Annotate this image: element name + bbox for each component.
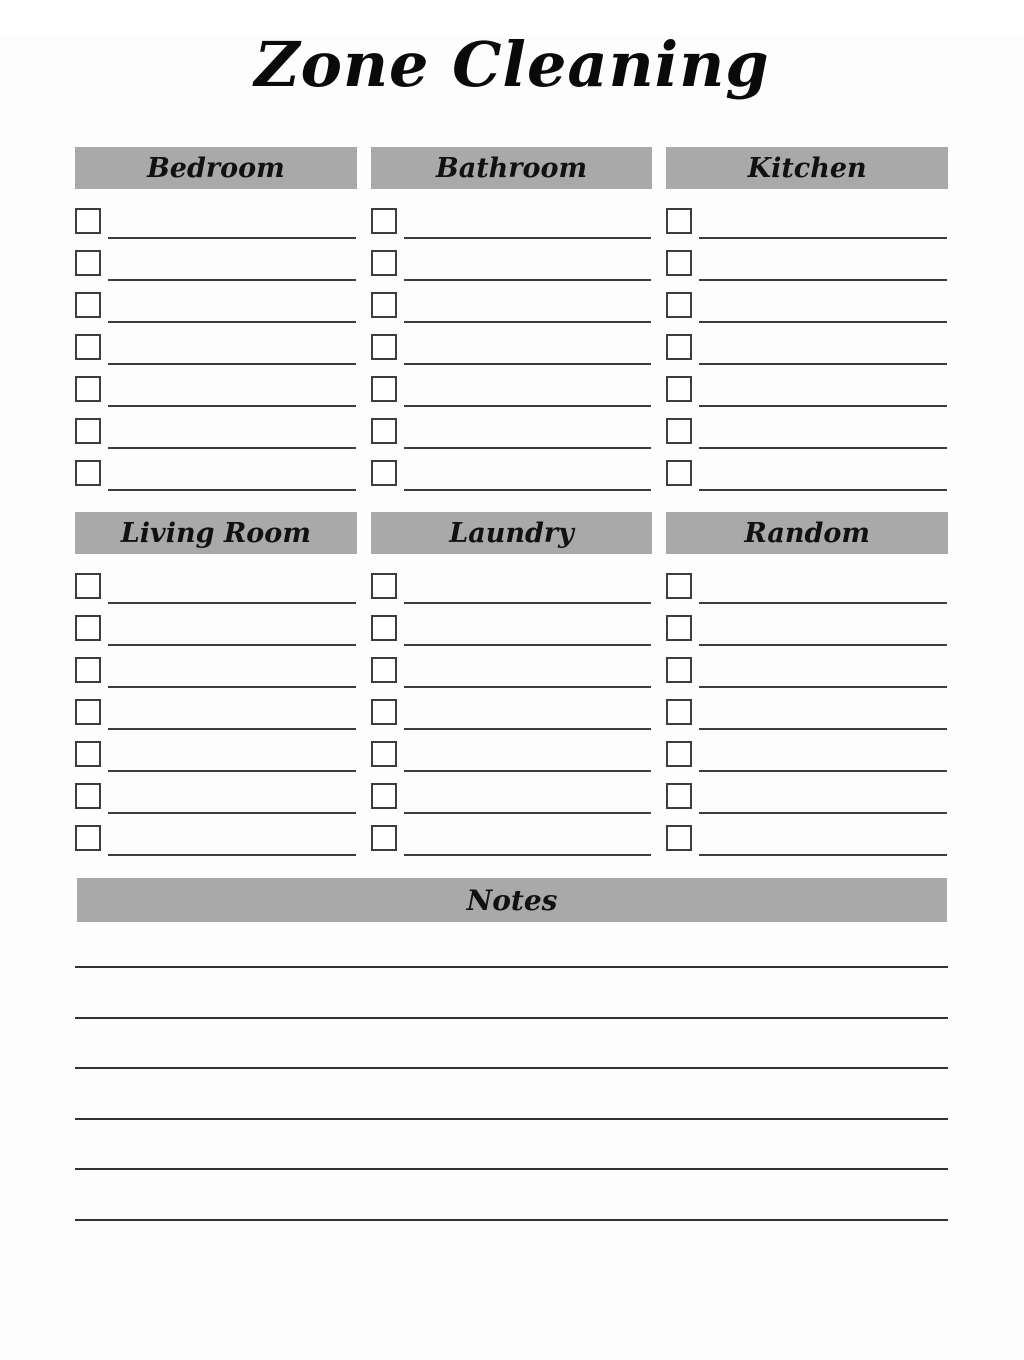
checklist-row: [75, 370, 357, 412]
task-write-line[interactable]: [108, 489, 356, 491]
task-checkbox[interactable]: [666, 741, 692, 767]
zone-header-random: [666, 512, 948, 554]
notes-write-line[interactable]: [75, 1019, 948, 1070]
checklist-row: [666, 412, 948, 454]
checklist-row: [75, 651, 357, 693]
task-write-line[interactable]: [699, 489, 947, 491]
task-checkbox[interactable]: [666, 615, 692, 641]
checklist-row: [666, 454, 948, 496]
task-checkbox[interactable]: [371, 615, 397, 641]
zone-section-laundry: [371, 512, 653, 861]
notes-header: [77, 878, 947, 922]
task-checkbox[interactable]: [371, 699, 397, 725]
checklist-row: [75, 454, 357, 496]
task-write-line[interactable]: [108, 644, 356, 646]
task-checkbox[interactable]: [371, 250, 397, 276]
task-write-line[interactable]: [108, 279, 356, 281]
checklist-row: [666, 777, 948, 819]
zone-header-label: Random: [744, 517, 870, 549]
task-checkbox[interactable]: [666, 376, 692, 402]
checklist-row: [666, 370, 948, 412]
zone-header-bedroom: [75, 147, 357, 189]
zone-header-bathroom: [371, 147, 653, 189]
task-checkbox[interactable]: [666, 657, 692, 683]
notes-write-line[interactable]: [75, 1170, 948, 1221]
zone-header-kitchen: [666, 147, 948, 189]
task-write-line[interactable]: [108, 447, 356, 449]
zone-section-bedroom: [75, 147, 357, 496]
task-write-line[interactable]: [699, 770, 947, 772]
checklist-row: [75, 735, 357, 777]
checklist-row: [371, 567, 653, 609]
task-write-line[interactable]: [108, 321, 356, 323]
task-write-line[interactable]: [699, 363, 947, 365]
checklist-row: [666, 651, 948, 693]
task-write-line[interactable]: [108, 602, 356, 604]
notes-write-line[interactable]: [75, 922, 948, 968]
task-checkbox[interactable]: [371, 376, 397, 402]
task-write-line[interactable]: [404, 279, 652, 281]
checklist-row: [75, 328, 357, 370]
task-write-line[interactable]: [404, 237, 652, 239]
notes-write-line[interactable]: [75, 1120, 948, 1171]
task-write-line[interactable]: [699, 602, 947, 604]
checklist-row: [75, 244, 357, 286]
task-checkbox[interactable]: [666, 208, 692, 234]
task-write-line[interactable]: [404, 602, 652, 604]
checklist-row: [75, 567, 357, 609]
notes-write-line[interactable]: [75, 968, 948, 1019]
task-checkbox[interactable]: [371, 460, 397, 486]
task-checkbox[interactable]: [371, 657, 397, 683]
task-write-line[interactable]: [404, 770, 652, 772]
task-checkbox[interactable]: [75, 292, 101, 318]
zone-rows: [666, 202, 948, 496]
task-checkbox[interactable]: [371, 825, 397, 851]
checklist-row: [371, 609, 653, 651]
checklist-row: [75, 286, 357, 328]
task-checkbox[interactable]: [371, 418, 397, 444]
task-write-line[interactable]: [108, 854, 356, 856]
checklist-row: [666, 693, 948, 735]
task-write-line[interactable]: [108, 363, 356, 365]
zone-header-label: Living Room: [120, 517, 311, 549]
page-title: Zone Cleaning: [254, 28, 770, 101]
task-checkbox[interactable]: [666, 699, 692, 725]
task-checkbox[interactable]: [666, 250, 692, 276]
checklist-row: [75, 777, 357, 819]
checklist-row: [75, 693, 357, 735]
task-checkbox[interactable]: [666, 292, 692, 318]
task-checkbox[interactable]: [75, 825, 101, 851]
checklist-row: [371, 328, 653, 370]
zone-rows: [666, 567, 948, 861]
checklist-row: [666, 609, 948, 651]
task-write-line[interactable]: [404, 405, 652, 407]
task-checkbox[interactable]: [75, 334, 101, 360]
task-write-line[interactable]: [699, 279, 947, 281]
zone-section-living-room: [75, 512, 357, 861]
checklist-row: [371, 202, 653, 244]
zone-section-bathroom: [371, 147, 653, 496]
zone-rows: [371, 202, 653, 496]
notes-lines: [75, 922, 948, 1221]
zone-header-label: Kitchen: [747, 152, 867, 184]
task-checkbox[interactable]: [371, 573, 397, 599]
checklist-row: [371, 412, 653, 454]
task-checkbox[interactable]: [75, 699, 101, 725]
task-checkbox[interactable]: [666, 825, 692, 851]
zone-section-random: [666, 512, 948, 861]
task-checkbox[interactable]: [75, 418, 101, 444]
checklist-row: [371, 370, 653, 412]
checklist-row: [666, 819, 948, 861]
task-checkbox[interactable]: [666, 460, 692, 486]
checklist-row: [371, 651, 653, 693]
task-write-line[interactable]: [108, 686, 356, 688]
task-write-line[interactable]: [699, 237, 947, 239]
task-write-line[interactable]: [404, 489, 652, 491]
checklist-row: [75, 609, 357, 651]
checklist-row: [371, 777, 653, 819]
task-write-line[interactable]: [699, 812, 947, 814]
checklist-row: [371, 286, 653, 328]
task-write-line[interactable]: [108, 405, 356, 407]
task-write-line[interactable]: [404, 321, 652, 323]
task-write-line[interactable]: [404, 686, 652, 688]
zone-header-laundry: [371, 512, 653, 554]
checklist-row: [666, 202, 948, 244]
task-write-line[interactable]: [404, 363, 652, 365]
task-write-line[interactable]: [699, 854, 947, 856]
zone-header-label: Bathroom: [435, 152, 588, 184]
task-checkbox[interactable]: [75, 615, 101, 641]
zone-cleaning-page: [0, 28, 1024, 1360]
task-checkbox[interactable]: [371, 292, 397, 318]
zone-header-living-room: [75, 512, 357, 554]
task-checkbox[interactable]: [666, 418, 692, 444]
checklist-row: [75, 819, 357, 861]
task-write-line[interactable]: [699, 686, 947, 688]
task-write-line[interactable]: [699, 447, 947, 449]
notes-header-label: Notes: [466, 883, 558, 917]
checklist-row: [666, 567, 948, 609]
task-checkbox[interactable]: [371, 208, 397, 234]
task-checkbox[interactable]: [75, 208, 101, 234]
task-checkbox[interactable]: [371, 783, 397, 809]
zone-header-label: Laundry: [449, 517, 574, 549]
checklist-row: [666, 244, 948, 286]
task-write-line[interactable]: [404, 812, 652, 814]
task-write-line[interactable]: [404, 644, 652, 646]
task-checkbox[interactable]: [75, 376, 101, 402]
zone-rows: [75, 202, 357, 496]
task-write-line[interactable]: [108, 812, 356, 814]
checklist-row: [371, 244, 653, 286]
zone-section-kitchen: [666, 147, 948, 496]
task-checkbox[interactable]: [75, 741, 101, 767]
task-write-line[interactable]: [404, 728, 652, 730]
zone-rows: [371, 567, 653, 861]
task-checkbox[interactable]: [75, 783, 101, 809]
notes-write-line[interactable]: [75, 1069, 948, 1120]
checklist-row: [666, 328, 948, 370]
task-checkbox[interactable]: [666, 334, 692, 360]
checklist-row: [75, 412, 357, 454]
task-write-line[interactable]: [699, 644, 947, 646]
task-checkbox[interactable]: [371, 334, 397, 360]
task-checkbox[interactable]: [666, 573, 692, 599]
task-write-line[interactable]: [404, 854, 652, 856]
zone-rows: [75, 567, 357, 861]
checklist-row: [666, 286, 948, 328]
checklist-row: [371, 735, 653, 777]
task-checkbox[interactable]: [666, 783, 692, 809]
task-checkbox[interactable]: [75, 460, 101, 486]
task-checkbox[interactable]: [75, 250, 101, 276]
task-checkbox[interactable]: [75, 573, 101, 599]
checklist-row: [666, 735, 948, 777]
task-write-line[interactable]: [108, 237, 356, 239]
checklist-row: [371, 693, 653, 735]
task-checkbox[interactable]: [75, 657, 101, 683]
zones-grid: [75, 147, 948, 861]
zone-header-label: Bedroom: [146, 152, 285, 184]
task-checkbox[interactable]: [371, 741, 397, 767]
task-write-line[interactable]: [699, 405, 947, 407]
checklist-row: [371, 454, 653, 496]
checklist-row: [371, 819, 653, 861]
task-write-line[interactable]: [404, 447, 652, 449]
task-write-line[interactable]: [699, 728, 947, 730]
task-write-line[interactable]: [108, 728, 356, 730]
task-write-line[interactable]: [699, 321, 947, 323]
checklist-row: [75, 202, 357, 244]
task-write-line[interactable]: [108, 770, 356, 772]
